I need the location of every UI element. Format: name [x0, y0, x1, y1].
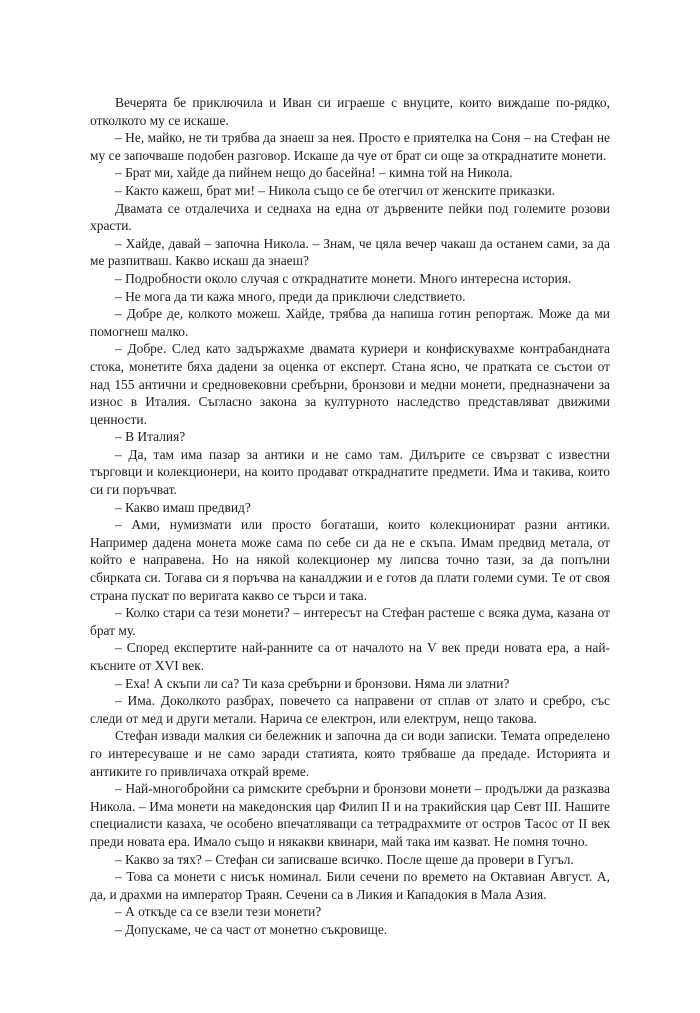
page-text	[90, 94, 610, 939]
paragraph: – А откъде са се взели тези монети?	[115, 904, 322, 920]
paragraph: Вечерята бе приключила и Иван си играеше с внуците, които виждаше по-рядко, отколкото му се искаше.	[90, 95, 610, 128]
paragraph: – Това са монети с нисък номинал. Били сечени по времето на Октавиан Август. А, да, и драхми на император Траян. Сечени са в Ликия и Кападокия в Мала Азия.	[90, 869, 610, 902]
paragraph: – Да, там има пазар за антики и не само там. Дилърите се свързват с известни търговци и колекционери, на които продават откраднатите предмети. Има и такива, които си ги поръчват.	[90, 446, 610, 498]
paragraph: – Подробности около случая с откраднатите монети. Много интересна история.	[115, 270, 572, 286]
paragraph: – Допускаме, че са част от монетно съкровище.	[115, 921, 388, 937]
paragraph: – Хайде, давай – започна Никола. – Знам, че цяла вечер чакаш да останем сами, за да ме разпитваш. Какво искаш да знаеш?	[90, 235, 610, 269]
paragraph: – Какво за тях? – Стефан си записваше всичко. После щеше да провери в Гугъл.	[115, 851, 574, 867]
paragraph: Двамата се отдалечиха и седнаха на една от дървените пейки под големите розови храсти.	[90, 200, 610, 234]
paragraph: – Не, майко, не ти трябва да знаеш за нея. Просто е приятелка на Соня – на Стефан не му се започваше подобен разговор. Искаше да чуе от брат си още за откраднатите монети.	[90, 130, 610, 163]
paragraph: – Не мога да ти кажа много, преди да приключи следствието.	[115, 288, 466, 304]
paragraph: Стефан извади малкия си бележник и започна да си води записки. Темата определено го интересуваше и не само заради статията, която трябваше да предаде. Историята и антиките го привличаха открай време.	[90, 728, 610, 779]
paragraph: – Брат ми, хайде да пийнем нещо до басейна! – кимна той на Никола.	[115, 165, 513, 181]
paragraph: – Добре. След като задържахме двамата куриери и конфискувахме контрабандната стока, монетите бяха дадени за оценка от експерт. Стана ясно, че пратката се състои от над 155 антични и средновековни сребърни, бронзови и медни монети, предназначени за износ в Италия. Съгласно закона за културното наследство представляват движими ценности.	[90, 341, 610, 427]
paragraph: – В Италия?	[115, 429, 186, 445]
paragraph: – Според експертите най-ранните са от началото на V век преди новата ера, а най-късните от XVI век.	[90, 640, 610, 673]
paragraph: – Колко стари са тези монети? – интересът на Стефан растеше с всяка дума, казана от брат му.	[90, 605, 610, 638]
paragraph: – Най-многобройни са римските сребърни и бронзови монети – продължи да разказва Никола. – Има монети на македонския цар Филип II и на тракийския цар Севт III. Нашите специалисти казаха, че особено впечатляващи са тетрадрахмите от остров Тасос от II век преди новата ера. Имало също и някакви квинари, май така им казват. Не помня точно.	[90, 781, 610, 849]
paragraph: – Добре де, колкото можеш. Хайде, трябва да напиша готин репортаж. Може да ми помогнеш малко.	[90, 306, 610, 339]
paragraph: – Еха! А скъпи ли са? Ти каза сребърни и бронзови. Няма ли златни?	[115, 675, 510, 691]
paragraph: – Както кажеш, брат ми! – Никола също се бе отегчил от женските приказки.	[115, 182, 556, 198]
paragraph: – Има. Доколкото разбрах, повечето са направени от сплав от злато и сребро, със следи от мед и други метали. Нарича се електрон, или електрум, нещо такова.	[90, 693, 610, 726]
paragraph: – Какво имаш предвид?	[115, 499, 251, 515]
paragraph: – Ами, нумизмати или просто богаташи, които колекционират разни антики. Например дадена монета може сама по себе си да не е скъпа. Имам предвид метала, от който е направена. Но на някой колекционер му липсва точно тази, за да попълни сбирката си. Тогава си я поръчва на каналджии и е готов да плати големи суми. Те от своя страна пускат по веригата какво се търси и така.	[90, 517, 610, 603]
